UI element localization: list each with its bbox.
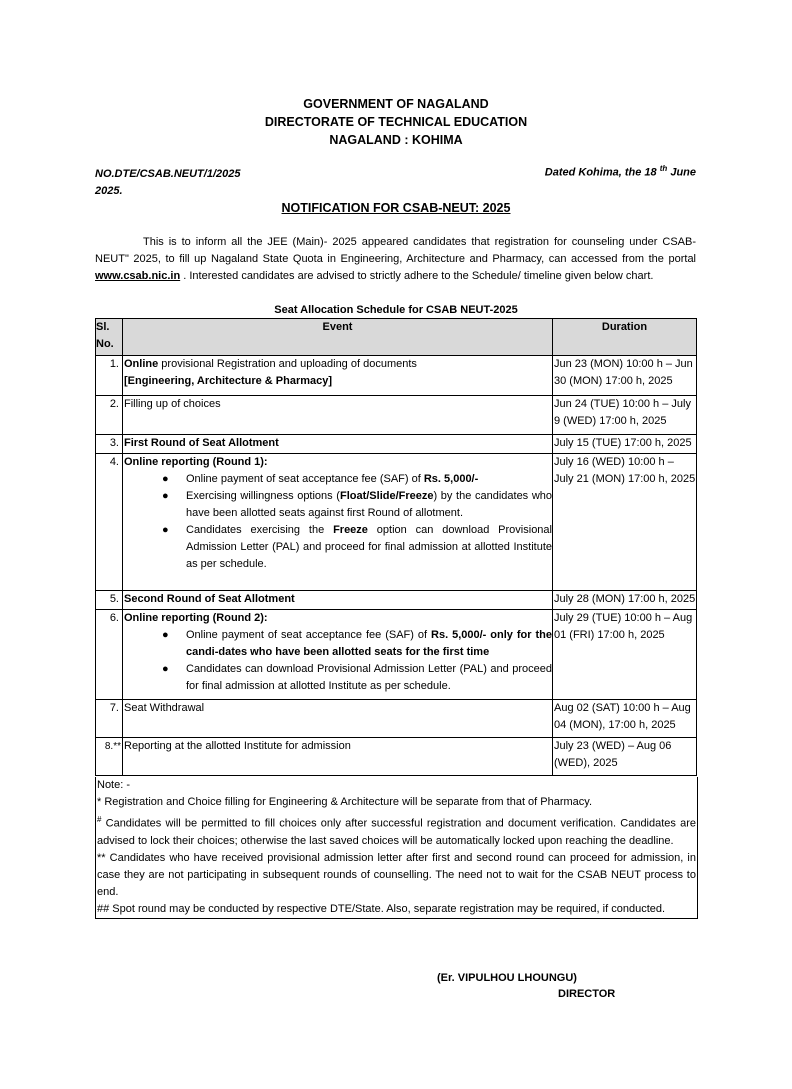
table-row xyxy=(96,700,697,738)
header-location: NAGALAND : KOHIMA xyxy=(329,133,463,147)
row-event: Second Round of Seat Allotment xyxy=(123,591,553,610)
reference-date: Dated Kohima, the 18 $^{th}$ June xyxy=(544,164,696,179)
header-government: GOVERNMENT OF NAGALAND xyxy=(303,97,489,111)
bullet-list xyxy=(124,471,552,573)
row-sl: 2. xyxy=(96,396,123,435)
intro-paragraph: This is to inform all the JEE (Main)- 2025 appeared candidates that registration for counseling under CSAB-NEUT" 2025, to fill up Nagaland State Quota in Engineering, Architecture and Pharmacy, can accessed from the portal www.csab.nic.in . Interested candidates are advised to strictly adhere to the Schedule/ timeline given below chart. xyxy=(95,236,696,282)
row-duration: July 29 (TUE) 10:00 h – Aug 01 (FRI) 17:00 h, 2025 xyxy=(553,610,697,700)
row-duration: Aug 02 (SAT) 10:00 h – Aug 04 (MON), 17:00 h, 2025 xyxy=(553,700,697,738)
list-item: ● Candidates can download Provisional Admission Letter (PAL) and proceed for final admission at allotted Institute as per schedule. xyxy=(162,663,552,692)
table-row xyxy=(96,738,697,776)
row-event: Online reporting (Round 1): ● Online payment of seat acceptance fee (SAF) of Rs. 5,000/- ● Exercising willingness options (Float/Slide/Freeze) by the candidates who have been allotted seats against first Round of allotment. ● Candidates exercising the Freeze option can download Provisional Admission Letter (PAL) and proceed for final admission at allotted Institute as per schedule. xyxy=(123,454,553,591)
table-title: Seat Allocation Schedule for CSAB NEUT-2025 xyxy=(274,304,518,316)
row-duration: Jun 24 (TUE) 10:00 h – July 9 (WED) 17:00 h, 2025 xyxy=(553,396,697,435)
table-row xyxy=(96,435,697,454)
row-sl: 1. xyxy=(96,356,123,396)
notes-heading: Note: - xyxy=(97,779,131,791)
note-item: ## Spot round may be conducted by respective DTE/State. Also, separate registration may be required, if conducted. xyxy=(97,902,666,915)
header-duration: Duration xyxy=(553,319,697,356)
header-sl-no: Sl. No. xyxy=(96,319,123,356)
bullet-list xyxy=(124,627,552,695)
row-event: Online reporting (Round 2): ● Online payment of seat acceptance fee (SAF) of Rs. 5,000/- only for the candi-dates who have been allotted seats for the first time ● Candidates can download Provisional Admission Letter (PAL) and proceed for final admission at allotted Institute as per schedule. xyxy=(123,610,553,700)
row-sl: 8.** xyxy=(96,738,123,776)
table-row xyxy=(96,454,697,591)
row-duration: July 23 (WED) – Aug 06 (WED), 2025 xyxy=(553,738,697,776)
notes-box xyxy=(95,777,698,919)
row-sl: 4. xyxy=(96,454,123,591)
portal-link[interactable]: www.csab.nic.in xyxy=(95,270,181,282)
note-item: * Registration and Choice filling for Engineering & Architecture will be separate from that of Pharmacy. xyxy=(97,796,593,808)
table-row xyxy=(96,356,697,396)
table-row xyxy=(96,610,697,700)
row-event: Online provisional Registration and uploading of documents [Engineering, Architecture & Pharmacy] xyxy=(123,356,553,396)
row-sl: 5. xyxy=(96,591,123,610)
row-sl: 3. xyxy=(96,435,123,454)
row-duration: July 28 (MON) 17:00 h, 2025 xyxy=(553,591,697,610)
schedule-table xyxy=(95,318,697,776)
list-item: ● Candidates exercising the Freeze option can download Provisional Admission Letter (PAL) and proceed for final admission at allotted Institute as per schedule. xyxy=(162,524,552,570)
table-header-row xyxy=(96,319,697,356)
row-sl: 7. xyxy=(96,700,123,738)
row-event: Reporting at the allotted Institute for admission xyxy=(123,738,553,776)
reference-year: 2025. xyxy=(95,185,123,197)
row-duration: Jun 23 (MON) 10:00 h – Jun 30 (MON) 17:00 h, 2025 xyxy=(553,356,697,396)
row-event: Seat Withdrawal xyxy=(123,700,553,738)
note-item: # Candidates will be permitted to fill choices only after successful registration and document verification. Candidates are advised to lock their choices; otherwise the last saved choices will be automatically locked upon reaching the deadline. xyxy=(97,815,696,847)
row-event: First Round of Seat Allotment xyxy=(123,435,553,454)
reference-number: NO.DTE/CSAB.NEUT/1/2025 xyxy=(95,168,241,180)
list-item: ● Online payment of seat acceptance fee (SAF) of Rs. 5,000/- only for the candi-dates who have been allotted seats for the first time xyxy=(162,629,552,658)
header-directorate: DIRECTORATE OF TECHNICAL EDUCATION xyxy=(264,115,528,129)
row-sl: 6. xyxy=(96,610,123,700)
row-duration: July 16 (WED) 10:00 h – July 21 (MON) 17:00 h, 2025 xyxy=(553,454,697,591)
row-event: Filling up of choices xyxy=(123,396,553,435)
header-event: Event xyxy=(123,319,553,356)
table-row xyxy=(96,396,697,435)
table-row xyxy=(96,591,697,610)
list-item: ● Exercising willingness options (Float/Slide/Freeze) by the candidates who have been allotted seats against first Round of allotment. xyxy=(162,490,552,519)
signatory-name: (Er. VIPULHOU LHOUNGU) xyxy=(437,972,577,984)
signatory-designation: DIRECTOR xyxy=(558,988,616,1000)
notification-title: NOTIFICATION FOR CSAB-NEUT: 2025 xyxy=(281,201,511,215)
row-duration: July 15 (TUE) 17:00 h, 2025 xyxy=(553,435,697,454)
list-item: ● Online payment of seat acceptance fee (SAF) of Rs. 5,000/- xyxy=(162,473,479,485)
note-item: ** Candidates who have received provisional admission letter after first and second round can proceed for admission, in case they are not participating in subsequent rounds of counselling. The need not to wait for the CSAB NEUT process to end. xyxy=(97,851,696,898)
